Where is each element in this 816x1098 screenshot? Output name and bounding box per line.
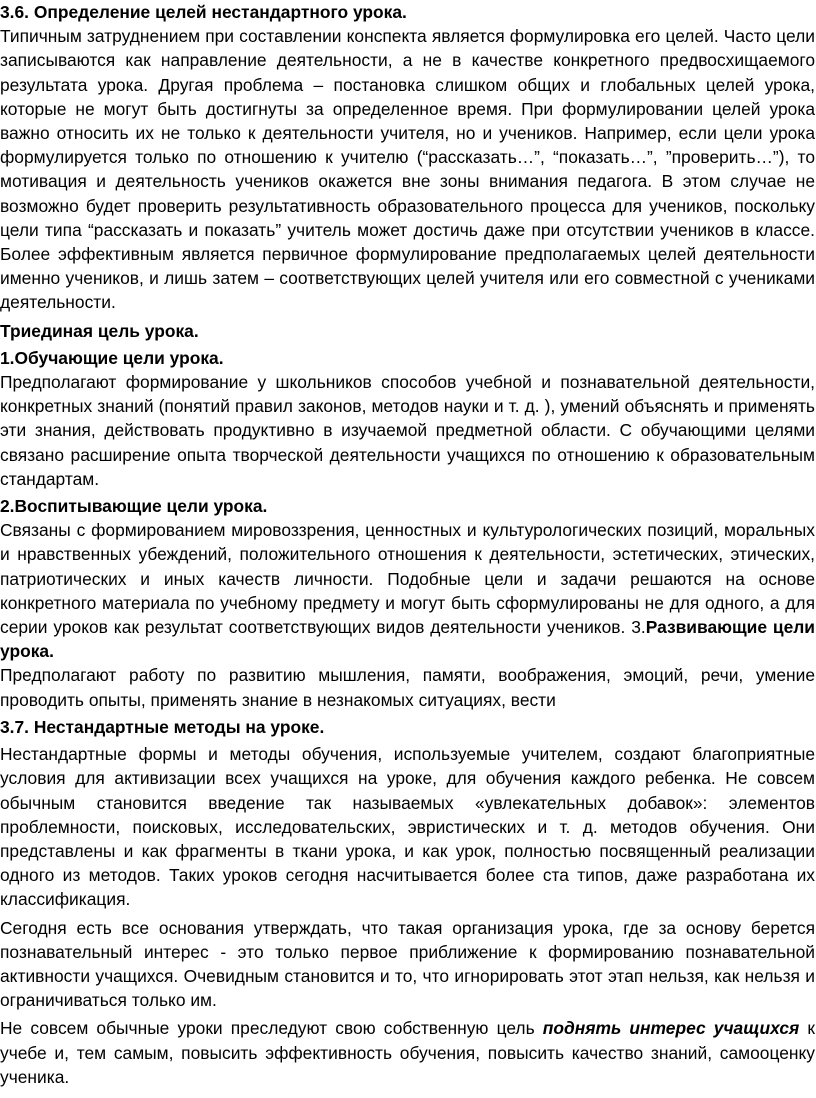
section-3-7-title: 3.7. Нестандартные методы на уроке.	[0, 716, 325, 737]
goal-1-text: Предполагают формирование у школьников способов учебной и познавательной деятельности, конкретных знаний (понятий правил законов, методов науки и т. д. ), умений объяснять и применять эти знания, действовать продуктивно в изучаемой предметной области. С обучающими целями связано расширение опыта творческой деятельности учащихся по отношению к образовательным стандартам.	[0, 372, 815, 489]
paragraph-3-end: к учебе и, тем самым, повысить эффективность обучения, повысить качество знаний, самооценку ученика.	[0, 1018, 815, 1087]
goal-1-title: 1.Обучающие цели урока.	[0, 347, 224, 368]
goal-2-text	[0, 518, 816, 663]
goal-3-title: Развивающие цели урока.	[0, 617, 815, 662]
section-3-6-title: 3.6. Определение целей нестандартного урока.	[0, 2, 407, 22]
goal-2-title: 2.Воспитывающие цели урока.	[0, 496, 268, 517]
paragraph-3-emphasis: поднять интерес учащихся	[542, 1018, 800, 1039]
triune-goal-title: Триединая цель урока.	[0, 320, 199, 341]
section-3-6-text: Типичным затруднением при составлении конспекта является формулировка его целей. Часто цели записываются как направление деятельности, а не в качестве конкретного предвосхищаемого результата урока. Другая проблема – постановка слишком общих и глобальных целей урока, которые не могут быть достигнуты за определенное время. При формулировании целей урока важно относить их не только к деятельности учителя, но и учеников. Например, если цели урока формулируется только по отношению к учителю (“рассказать…”, “показать…”, ”проверить…”), то мотивация и деятельность учеников окажется вне зоны внимания педагога. В этом случае не возможно будет проверить результативность образовательного процесса для учеников, поскольку цели типа “рассказать и показать” учитель может достичь даже при отсутствии учеников в классе. Более эффективным является первичное формулирование предполагаемых целей деятельности именно учеников, и лишь затем – соответствующих целей учителя или его совместной с учениками деятельности.	[0, 26, 815, 313]
section-3-7-paragraph-2: Сегодня есть все основания утверждать, что такая организация урока, где за основу берется познавательный интерес - это только первое приближение к формированию познавательной активности учащихся. Очевидным становится и то, что игнорировать этот этап нельзя, как нельзя и ограничиваться только им.	[0, 917, 815, 1011]
section-3-7-paragraph-1: Нестандартные формы и методы обучения, используемые учителем, создают благоприятные условия для активизации всех учащихся на уроке, для обучения каждого ребенка. Не совсем обычным становится введение так называемых «увлекательных добавок»: элементов проблемности, поисковых, исследовательских, эвристических и т. д. методов обучения. Они представлены и как фрагменты в ткани урока, и как урок, полностью посвященный реализации одного из методов. Таких уроков сегодня насчитывается более ста типов, даже разработана их классификация.	[0, 744, 815, 910]
paragraph-3-start: Не совсем обычные уроки преследуют свою собственную цель	[0, 1018, 543, 1039]
goal-2-text-body: Связаны с формированием мировоззрения, ценностных и культурологических позиций, моральных и нравственных убеждений, положительного отношения к деятельности, эстетических, этических, патриотических и иных качеств личности. Подобные цели и задачи решаются на основе конкретного материала по учебному предмету и могут быть сформулированы не для одного, а для серии уроков как результат соответствующих видов деятельности учеников. 3.	[0, 520, 815, 638]
section-3-7-paragraph-3	[0, 1016, 816, 1089]
goal-3-text: Предполагают работу по развитию мышления, памяти, воображения, эмоций, речи, умение проводить опыты, применять знание в незнакомых ситуациях, вести	[0, 665, 815, 710]
